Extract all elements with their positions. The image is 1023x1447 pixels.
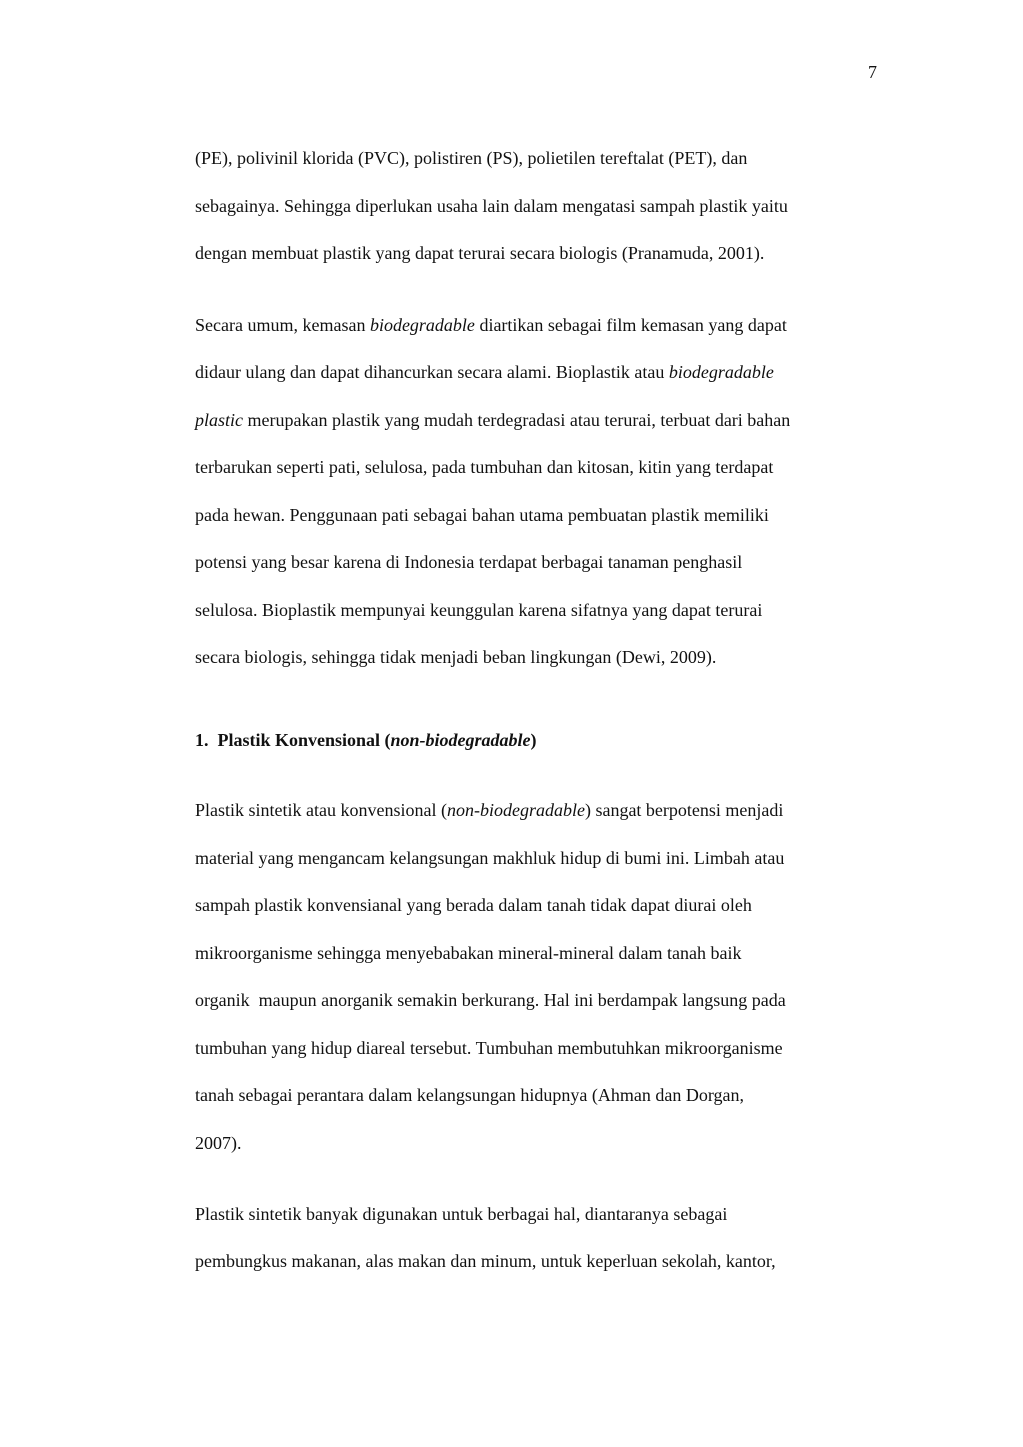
- text-line: mikroorganisme sehingga menyebabakan mineral-mineral dalam tanah baik: [195, 943, 742, 963]
- text-line: sampah plastik konvensianal yang berada dalam tanah tidak dapat diurai oleh: [195, 895, 752, 915]
- text-span: didaur ulang dan dapat dihancurkan secara alami. Bioplastik atau: [195, 362, 669, 382]
- text-line: [195, 408, 895, 432]
- text-line: pada hewan. Penggunaan pati sebagai bahan utama pembuatan plastik memiliki: [195, 505, 769, 525]
- text-line: terbarukan seperti pati, selulosa, pada tumbuhan dan kitosan, kitin yang terdapat: [195, 457, 774, 477]
- italic-term: biodegradable: [668, 362, 774, 382]
- text-span: Plastik sintetik atau konvensional (: [195, 800, 447, 820]
- text-span: Secara umum, kemasan: [195, 315, 370, 335]
- text-line: [195, 313, 895, 337]
- page-number: 7: [868, 62, 877, 82]
- text-span: merupakan plastik yang mudah terdegradasi atau terurai, terbuat dari bahan: [243, 410, 791, 430]
- heading-close: ): [530, 730, 537, 750]
- text-line: (PE), polivinil klorida (PVC), polistiren (PS), polietilen tereftalat (PET), dan: [195, 148, 748, 168]
- text-line: tanah sebagai perantara dalam kelangsungan hidupnya (Ahman dan Dorgan,: [195, 1085, 744, 1105]
- italic-term: biodegradable: [369, 315, 475, 335]
- text-line: dengan membuat plastik yang dapat terurai secara biologis (Pranamuda, 2001).: [195, 243, 765, 263]
- heading-number: 1.: [195, 730, 209, 750]
- italic-term: non-biodegradable: [446, 800, 585, 820]
- text-line: Plastik sintetik banyak digunakan untuk berbagai hal, diantaranya sebagai: [195, 1204, 728, 1224]
- text-line: potensi yang besar karena di Indonesia terdapat berbagai tanaman penghasil: [195, 552, 743, 572]
- text-line: [195, 360, 895, 384]
- text-line: tumbuhan yang hidup diareal tersebut. Tumbuhan membutuhkan mikroorganisme: [195, 1038, 783, 1058]
- text-line: sebagainya. Sehingga diperlukan usaha lain dalam mengatasi sampah plastik yaitu: [195, 196, 788, 216]
- text-span: ) sangat berpotensi menjadi: [584, 800, 784, 820]
- text-line: material yang mengancam kelangsungan makhluk hidup di bumi ini. Limbah atau: [195, 848, 785, 868]
- text-line: organik maupun anorganik semakin berkurang. Hal ini berdampak langsung pada: [195, 990, 786, 1010]
- section-heading: [195, 728, 895, 752]
- text-line: [195, 798, 895, 822]
- text-line: secara biologis, sehingga tidak menjadi beban lingkungan (Dewi, 2009).: [195, 647, 717, 667]
- heading-italic: non-biodegradable: [390, 730, 531, 750]
- heading-text: Plastik Konvensional (: [217, 730, 391, 750]
- text-span: diartikan sebagai film kemasan yang dapat: [474, 315, 787, 335]
- text-line: pembungkus makanan, alas makan dan minum, untuk keperluan sekolah, kantor,: [195, 1251, 776, 1271]
- text-line: selulosa. Bioplastik mempunyai keunggulan karena sifatnya yang dapat terurai: [195, 600, 763, 620]
- text-line: 2007).: [195, 1133, 242, 1153]
- italic-term: plastic: [195, 410, 243, 430]
